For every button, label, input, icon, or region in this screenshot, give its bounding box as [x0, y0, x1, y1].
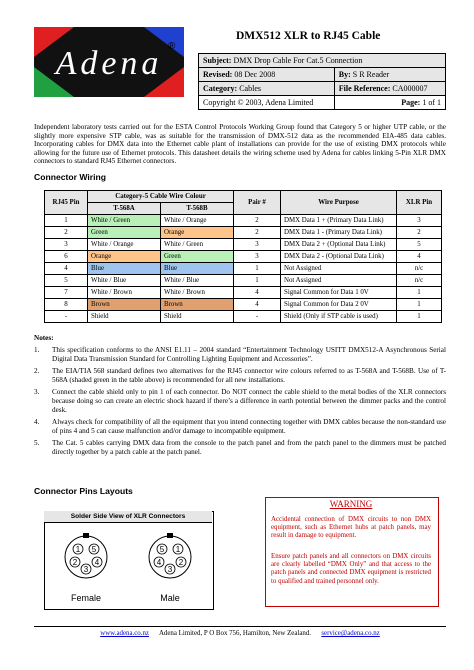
logo-graphic	[34, 27, 184, 97]
wire-purpose-cell: Not Assigned	[281, 263, 397, 275]
subject-cell	[199, 54, 446, 68]
email-link[interactable]: service@adena.co.nz	[321, 630, 380, 637]
wiring-row	[45, 239, 442, 251]
pair-header: Pair #	[234, 191, 281, 215]
by-cell	[334, 68, 445, 82]
pair-cell: 4	[234, 287, 281, 299]
male-pin-number: 1	[175, 545, 181, 554]
pair-cell: 1	[234, 275, 281, 287]
rj45-pin-cell: 8	[45, 299, 88, 311]
by-label: By:	[338, 69, 351, 79]
note-text: Always check for compatibility of all the equipment that you intend connecting together with DMX cables because the non-standard use of pins 4 and 5 can cause malfunction and/or damage to incompatible equipment.	[52, 418, 446, 435]
wiring-row	[45, 287, 442, 299]
revised-label: Revised:	[203, 69, 233, 79]
pair-cell: 3	[234, 251, 281, 263]
wiring-row	[45, 215, 442, 227]
document-title: DMX512 XLR to RJ45 Cable	[236, 30, 381, 42]
male-pin-number: 5	[159, 545, 165, 554]
t568b-colour-cell: Orange	[161, 227, 234, 239]
colour-group-header: Category-5 Cable Wire Colour	[88, 191, 234, 203]
male-pin-number: 2	[178, 558, 184, 567]
note-item	[34, 388, 446, 414]
wire-purpose-header: Wire Purpose	[281, 191, 397, 215]
male-label: Male	[160, 593, 180, 603]
t568b-colour-cell: White / Blue	[161, 275, 234, 287]
file-reference-cell	[334, 82, 445, 96]
note-item	[34, 367, 446, 384]
notes-heading: Notes:	[34, 334, 54, 342]
registered-mark: ®	[168, 41, 176, 52]
wire-purpose-cell: DMX Data 1 + (Primary Data Link)	[281, 215, 397, 227]
rj45-pin-cell: 1	[45, 215, 88, 227]
pair-cell: -	[234, 311, 281, 323]
wiring-header-row	[45, 191, 442, 203]
t568a-colour-cell: White / Green	[88, 215, 161, 227]
note-text: This specification conforms to the ANSI E1.11 – 2004 standard “Entertainment Technology USITT DMX512-A Asynchronous Serial Digital Data Transmission Standard for Controlling Lighting Equipment and Accessories”.	[52, 346, 446, 363]
wire-purpose-cell: Signal Common for Data 1 0V	[281, 287, 397, 299]
note-item	[34, 439, 446, 456]
pair-cell: 1	[234, 263, 281, 275]
wire-purpose-cell: DMX Data 2 - (Optional Data Link)	[281, 251, 397, 263]
warning-paragraph-1: Accidental connection of DMX circuits to non DMX equipment, such as Ethernet hubs at patch panels, may result in damage to equipment.	[271, 516, 431, 540]
wiring-row	[45, 263, 442, 275]
pair-cell: 4	[234, 299, 281, 311]
rj45-pin-cell: -	[45, 311, 88, 323]
t568b-colour-cell: Green	[161, 251, 234, 263]
female-key-notch	[83, 533, 89, 538]
wire-purpose-cell: DMX Data 1 - (Primary Data Link)	[281, 227, 397, 239]
t568a-colour-cell: Orange	[88, 251, 161, 263]
page-cell	[334, 96, 445, 110]
page-label: Page:	[401, 97, 421, 107]
xlr-pins-diagram	[44, 523, 212, 609]
t568b-colour-cell: Brown	[161, 299, 234, 311]
wire-purpose-cell: Not Assigned	[281, 275, 397, 287]
copyright-cell: Copyright © 2003, Adena Limited	[199, 96, 335, 110]
revised-cell	[199, 68, 335, 82]
category-value: Cables	[239, 83, 261, 93]
t568a-colour-cell: White / Brown	[88, 287, 161, 299]
note-text: The EIA/TIA 568 standard defines two alternatives for the RJ45 connector wire colours referred to as T-568A and T-568B. Use of T-568A (shaded green in the table above) is recommended for all new installations.	[52, 367, 446, 384]
t568a-colour-cell: Brown	[88, 299, 161, 311]
male-connector	[149, 533, 191, 578]
wire-purpose-cell: Shield (Only if STP cable is used)	[281, 311, 397, 323]
warning-box	[265, 497, 439, 607]
pair-cell: 2	[234, 227, 281, 239]
xlr-pin-header: XLR Pin	[397, 191, 442, 215]
document-info-table	[198, 53, 446, 110]
wiring-table	[44, 190, 442, 323]
t568a-colour-cell: Blue	[88, 263, 161, 275]
pair-cell: 2	[234, 215, 281, 227]
t568b-colour-cell: Shield	[161, 311, 234, 323]
warning-paragraph-2: Ensure patch panels and all connectors on DMX circuits are clearly labelled “DMX Only” and that access to the patch panels and connected DMX equipment is restricted to qualified and trained personnel only.	[271, 553, 431, 585]
rj45-pin-cell: 4	[45, 263, 88, 275]
subject-label: Subject:	[203, 55, 232, 65]
subject-value: DMX Drop Cable For Cat.5 Connection	[233, 55, 363, 65]
category-label: Category:	[203, 83, 238, 93]
note-number: 4.	[34, 418, 40, 427]
adena-logo	[34, 27, 184, 97]
t568a-colour-cell: White / Orange	[88, 239, 161, 251]
male-pin-number: 3	[167, 565, 173, 574]
female-pin-number: 5	[91, 545, 97, 554]
rj45-pin-header: RJ45 Pin	[45, 191, 88, 215]
footer-address: Adena Limited, P O Box 756, Hamilton, New Zealand.	[158, 630, 312, 637]
warning-title: WARNING	[329, 499, 373, 509]
t568b-colour-cell: Blue	[161, 263, 234, 275]
female-pin-number: 1	[75, 545, 81, 554]
note-number: 2.	[34, 367, 40, 376]
notes-list	[34, 346, 446, 461]
t568b-header: T-568B	[161, 203, 234, 215]
wiring-row	[45, 251, 442, 263]
rj45-pin-cell: 6	[45, 251, 88, 263]
note-number: 3.	[34, 388, 40, 397]
xlr-pin-cell: 2	[397, 227, 442, 239]
note-text: The Cat. 5 cables carrying DMX data from the console to the patch panel and from the patch panel to the dimmers must be patched directly together by a patch cable at the patch panel.	[52, 439, 446, 456]
t568b-colour-cell: White / Orange	[161, 215, 234, 227]
t568a-colour-cell: White / Blue	[88, 275, 161, 287]
note-item	[34, 418, 446, 435]
connector-wiring-heading: Connector Wiring	[34, 172, 107, 182]
xlr-pin-cell: 4	[397, 251, 442, 263]
wiring-row	[45, 227, 442, 239]
xlr-pin-cell: 5	[397, 239, 442, 251]
rj45-pin-cell: 7	[45, 287, 88, 299]
male-key-notch	[167, 533, 173, 538]
file-reference-value: CA000007	[392, 83, 428, 93]
website-link[interactable]: www.adena.co.nz	[100, 630, 149, 637]
footer	[34, 630, 446, 637]
category-cell	[199, 82, 335, 96]
female-connector	[65, 533, 107, 578]
intro-paragraph: Independent laboratory tests carried out for the ESTA Control Protocols Working Group found that Category 5 or higher UTP cable, or the slightly more expensive STP cable, was as suitable for the transmission of DMX-512 data as the recommended EIA-485 data cables. Incorporating cables for DMX data into the Ethernet cable plant of installations can provide for the use of existing DMX protocols while allowing for the future use of Ethernet protocols. This datasheet details the wiring scheme used by Adena for cables linking 5-Pin XLR DMX connectors to standard RJ45 Ethernet connectors.	[34, 123, 446, 166]
rj45-pin-cell: 2	[45, 227, 88, 239]
t568a-colour-cell: Green	[88, 227, 161, 239]
t568a-colour-cell: Shield	[88, 311, 161, 323]
file-reference-label: File Reference:	[338, 83, 391, 93]
xlr-pin-cell: 1	[397, 311, 442, 323]
female-label: Female	[70, 593, 102, 603]
logo-text: Adena	[55, 45, 163, 82]
wiring-row	[45, 311, 442, 323]
male-pin-number: 4	[156, 558, 162, 567]
connector-pins-heading: Connector Pins Layouts	[34, 486, 133, 496]
wiring-row	[45, 275, 442, 287]
t568b-colour-cell: White / Green	[161, 239, 234, 251]
xlr-pin-cell: 1	[397, 299, 442, 311]
xlr-pin-cell: 3	[397, 215, 442, 227]
xlr-pins-title: Solder Side View of XLR Connectors	[44, 511, 212, 523]
wire-purpose-cell: Signal Common for Data 2 0V	[281, 299, 397, 311]
xlr-pin-cell: 1	[397, 287, 442, 299]
t568b-colour-cell: White / Brown	[161, 287, 234, 299]
note-number: 5.	[34, 439, 40, 448]
pair-cell: 3	[234, 239, 281, 251]
note-number: 1.	[34, 346, 40, 354]
rj45-pin-cell: 5	[45, 275, 88, 287]
female-pin-number: 2	[72, 558, 78, 567]
note-text: Connect the cable shield only to pin 1 of each connector. Do NOT connect the cable shield to the metal bodies of the XLR connectors because doing so can create an electric shock hazard if there’s a difference in earth potential between the dimmer packs and the control desk.	[52, 388, 446, 414]
female-pin-number: 3	[83, 565, 89, 574]
note-item	[34, 346, 446, 363]
t568a-header: T-568A	[88, 203, 161, 215]
revised-value: 08 Dec 2008	[234, 69, 276, 79]
footer-divider	[34, 626, 446, 627]
by-value: S R Reader	[352, 69, 390, 79]
rj45-pin-cell: 3	[45, 239, 88, 251]
xlr-pin-cell: n/c	[397, 275, 442, 287]
wiring-row	[45, 299, 442, 311]
xlr-pin-cell: n/c	[397, 263, 442, 275]
female-pin-number: 4	[94, 558, 100, 567]
page-value: 1 of 1	[422, 97, 441, 107]
wire-purpose-cell: DMX Data 2 + (Optional Data Link)	[281, 239, 397, 251]
